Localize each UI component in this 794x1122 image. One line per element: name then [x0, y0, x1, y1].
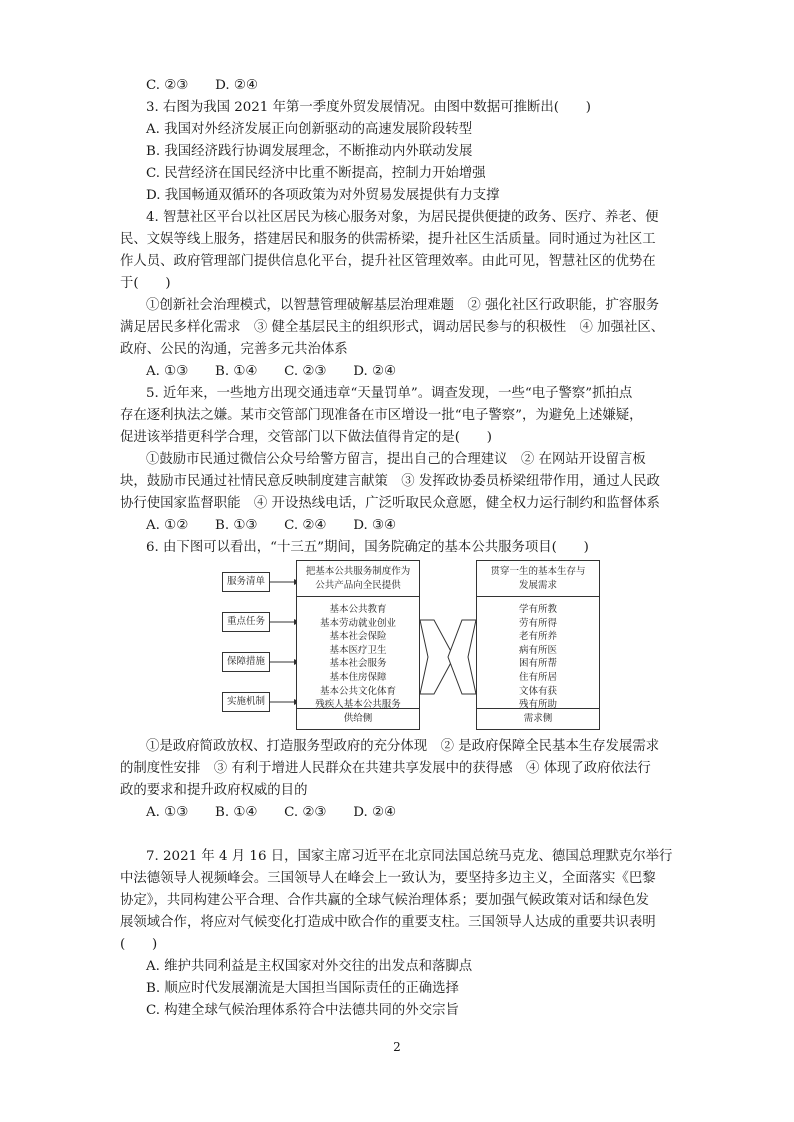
q4-stem-line3: 作人员、政府管理部门提供信息化平台，提升社区管理效率。由此可见，智慧社区的优势在	[120, 254, 656, 269]
supply-item: 基本劳动就业创业	[319, 617, 396, 629]
demand-footer: 需求侧	[477, 708, 599, 729]
q3-option-d: D. 我国畅通双循环的各项政策为对外贸易发展提供有力支撑	[146, 188, 500, 203]
q7-stem-line2: 中法德领导人视频峰会。三国领导人在峰会上一致认为，要坚持多边主义，全面落实《巴黎	[120, 871, 656, 886]
q5-statements-line1: ①鼓励市民通过微信公众号给警方留言，提出自己的合理建议 ② 在网站开设留言板	[146, 452, 646, 467]
q3-option-c: C. 民营经济在国民经济中比重不断提高，控制力开始增强	[146, 166, 486, 181]
public-service-diagram	[222, 560, 600, 730]
demand-item: 困有所帮	[518, 658, 557, 670]
q5-options: A. ①② B. ①③ C. ②④ D. ③④	[146, 518, 396, 533]
supply-footer: 供给侧	[297, 708, 419, 729]
supply-item: 基本医疗卫生	[329, 644, 387, 656]
supply-item: 残疾人基本公共服务	[315, 699, 401, 711]
demand-side-box	[476, 560, 600, 730]
demand-item: 病有所医	[518, 644, 557, 656]
q4-statements-line2: 满足居民多样化需求 ③ 健全基层民主的组织形式，调动居民参与的积极性 ④ 加强社区、	[120, 320, 665, 335]
supply-items	[297, 603, 419, 712]
tag-mechanism: 实施机制	[222, 692, 270, 712]
q7-option-b: B. 顺应时代发展潮流是大国担当国际责任的正确选择	[146, 981, 459, 996]
q2-options-tail: C. ②③ D. ②④	[146, 78, 258, 93]
q4-stem-line4: 于( )	[120, 276, 171, 291]
q7-option-c: C. 构建全球气候治理体系符合中法德共同的外交宗旨	[146, 1003, 459, 1018]
supply-item: 基本住房保障	[329, 671, 387, 683]
q4-statements-line1: ①创新社会治理模式，以智慧管理破解基层治理难题 ② 强化社区行政职能，扩容服务	[146, 298, 660, 313]
q6-statements-line3: 政的要求和提升政府权威的目的	[120, 783, 308, 798]
tag-safeguards: 保障措施	[222, 652, 270, 672]
supply-item: 基本公共教育	[329, 604, 387, 615]
demand-item: 住有所居	[518, 671, 557, 683]
q5-statements-line3: 协行使国家监督职能 ④ 开设热线电话，广泛听取民众意愿，健全权力运行制约和监督体系	[120, 496, 660, 511]
demand-item: 劳有所得	[518, 617, 557, 629]
q5-stem-line2: 存在逐利执法之嫌。某市交管部门现准备在市区增设一批“电子警察”，为避免上述嫌疑，	[120, 408, 643, 423]
page-number: 2	[393, 1040, 401, 1054]
supply-side-box	[296, 560, 420, 730]
q3-option-b: B. 我国经济践行协调发展理念，不断推动内外联动发展	[146, 144, 473, 159]
q6-stem-visible: 6. 由下图可以看出，“十三五”期间，国务院确定的基本公共服务项目( )	[146, 540, 589, 555]
supply-item: 基本社会保险	[329, 631, 387, 643]
q5-stem-line1: 5. 近年来，一些地方出现交通违章“天量罚单”。调查发现，一些“电子警察”抓拍点	[146, 386, 633, 401]
q4-stem-line1: 4. 智慧社区平台以社区居民为核心服务对象，为居民提供便捷的政务、医疗、养老、便	[146, 210, 659, 225]
q3-option-a: A. 我国对外经济发展正向创新驱动的高速发展阶段转型	[146, 122, 473, 137]
supply-header: 把基本公共服务制度作为公共产品向全民提供	[297, 561, 419, 597]
q4-stem-line2: 民、文娱等线上服务，搭建居民和服务的供需桥梁，提升社区生活质量。同时通过为社区工	[120, 232, 656, 247]
q7-stem-line3: 协定》，共同构建公平合理、合作共赢的全球气候治理体系；要加强气候政策对话和绿色发	[120, 893, 649, 908]
demand-item: 学有所教	[518, 604, 557, 615]
q7-stem-line5: ( )	[120, 937, 158, 952]
tag-service-list: 服务清单	[222, 572, 270, 592]
q6-statements-line2: 的制度性安排 ③ 有利于增进人民群众在共建共享发展中的获得感 ④ 体现了政府依法行	[120, 761, 651, 776]
demand-item: 老有所养	[518, 631, 557, 643]
supply-item: 基本社会服务	[329, 658, 387, 670]
q5-statements-line2: 块，鼓励市民通过社情民意反映制度建言献策 ③ 发挥政协委员桥梁纽带作用，通过人民政	[120, 474, 660, 489]
q6-statements-line1: ①是政府简政放权、打造服务型政府的充分体现 ② 是政府保障全民基本生存发展需求	[146, 739, 660, 754]
q4-options: A. ①③ B. ①④ C. ②③ D. ②④	[146, 364, 396, 379]
q7-stem-line1: 7. 2021 年 4 月 16 日，国家主席习近平在北京同法国总统马克龙、德国总理默克尔举行	[146, 849, 673, 864]
q5-stem-line3: 促进该举措更科学合理，交管部门以下做法值得肯定的是( )	[120, 430, 492, 445]
demand-items	[477, 603, 599, 712]
q7-option-a: A. 维护共同利益是主权国家对外交往的出发点和落脚点	[146, 959, 473, 974]
demand-item: 文体有获	[518, 685, 557, 697]
q3-stem: 3. 右图为我国 2021 年第一季度外贸发展情况。由图中数据可推断出( )	[146, 100, 592, 115]
q7-stem-line4: 展领域合作，将应对气候变化打造成中欧合作的重要支柱。三国领导人达成的重要共识表明	[120, 915, 656, 930]
q6-options: A. ①③ B. ①④ C. ②③ D. ②④	[146, 805, 396, 820]
tag-key-tasks: 重点任务	[222, 612, 270, 632]
q4-statements-line3: 政府、公民的沟通，完善多元共治体系	[120, 342, 348, 357]
demand-header: 贯穿一生的基本生存与发展需求	[477, 561, 599, 597]
demand-item: 残有所助	[518, 699, 557, 711]
supply-item: 基本公共文化体育	[319, 685, 396, 697]
